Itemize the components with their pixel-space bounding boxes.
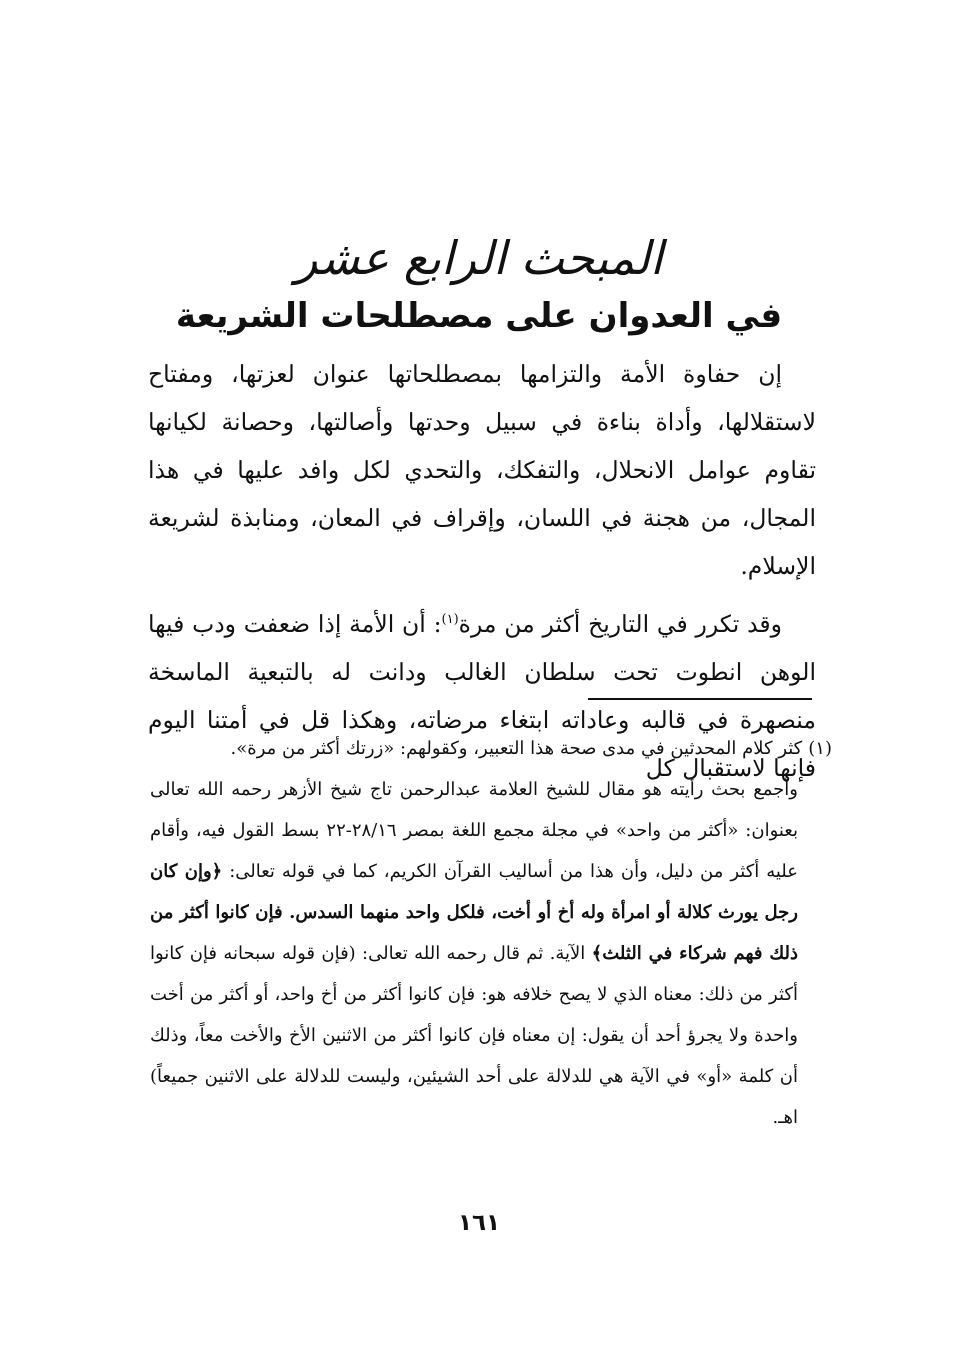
body-text <box>148 350 816 792</box>
chapter-heading: المبحث الرابع عشر <box>295 231 663 285</box>
paragraph-1: إن حفاوة الأمة والتزامها بمصطلحاتها عنوان لعزتها، ومفتاح لاستقلالها، وأداة بناءة في سبيل وحدتها وأصالتها، وحصانة لكيانها تقاوم عوامل الانحلال، والتفكك، والتحدي لكل وافد عليها في هذا المجال، من هجنة في اللسان، وإقراف في المعان، ومنابذة لشريعة الإسلام. <box>148 360 816 580</box>
footnote-marker: (١) <box>808 738 832 759</box>
footnote <box>150 728 832 1138</box>
page-number: ١٦١ <box>457 1210 501 1236</box>
footnote-first-line <box>150 728 832 769</box>
footnote-body <box>150 769 832 1138</box>
paragraph-2-text-start: وقد تكرر في التاريخ أكثر من مرة <box>458 610 782 638</box>
footnote-text-after-verse: الآية. ثم قال رحمه الله تعالى: (فإن قوله سبحانه فإن كانوا أكثر من ذلك: معناه الذي لا يصح خلافه هو: فإن كانوا أكثر من أخ واحد، أو أكثر من أخت واحدة ولا يجرؤ أحد أن يقول: إن معناه فإن كانوا أكثر من الاثنين الأخ والأخت معاً، وذلك أن كلمة «أو» في الآية هي للدلالة على أحد الشيئين، وليست للدلالة على الاثنين جميعاً) اهـ. <box>150 943 798 1128</box>
footnote-text-before-verse: وأجمع بحث رأيته هو مقال للشيخ العلامة عبدالرحمن تاج شيخ الأزهر رحمه الله تعالى بعنوان: «أكثر من واحد» في مجلة مجمع اللغة بمصر ٢٨/١٦-٢٢ بسط القول فيه، وأقام عليه أكثر من دليل، وأن هذا من أساليب القرآن الكريم، كما في قوله تعالى: <box>150 779 799 882</box>
footnote-line-1: كثر كلام المحدثين في مدى صحة هذا التعبير، وكقولهم: «زرتك أكثر من مرة». <box>230 738 803 759</box>
paragraph-2-text-end: : أن الأمة إذا ضعفت ودب فيها الوهن انطوت تحت سلطان الغالب ودانت له بالتبعية الماسخة منصهرة في قالبه وعاداته ابتغاء مرضاته، وهكذا قل في أمتنا اليوم فإنها لاستقبال كل <box>148 610 816 782</box>
chapter-title: في العدوان على مصطلحات الشريعة <box>175 296 783 336</box>
footnote-reference: (١) <box>441 612 459 628</box>
quran-verse: ﴿وإن كان رجل يورث كلالة أو امرأة وله أخ أو أخت، فلكل واحد منهما السدس. فإن كانوا أكثر من ذلك فهم شركاء في الثلث﴾ <box>150 861 798 964</box>
footnote-separator <box>588 698 812 700</box>
